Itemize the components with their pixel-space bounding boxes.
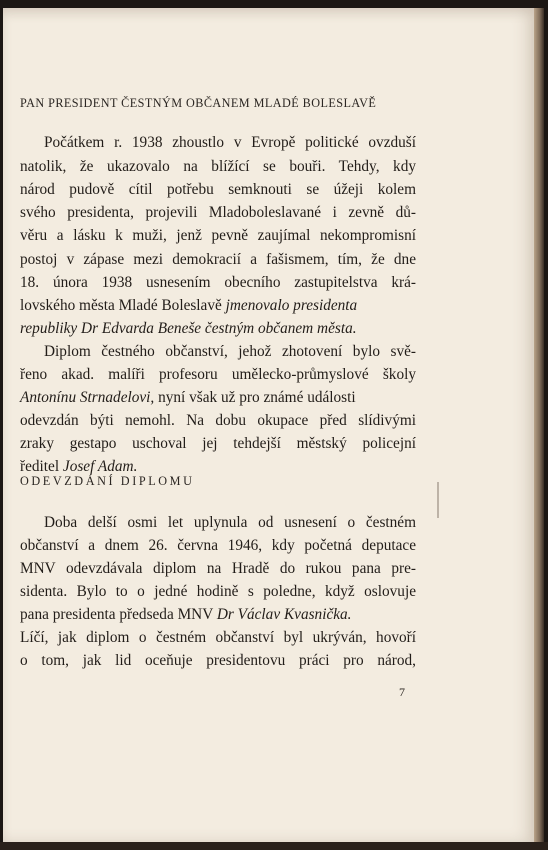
text-line: natolik, že ukazovalo na blížící se bouři. Tehdy, kdy	[20, 158, 416, 175]
text-line: republiky Dr Edvarda Beneše čestným občanem města.	[20, 320, 357, 337]
text-line: 18. února 1938 usnesením obecního zastupitelstva krá-	[20, 274, 416, 291]
page-number: 7	[399, 685, 405, 699]
chapter-heading: PAN PRESIDENT ČESTNÝM OBČANEM MLADÉ BOLESLAVĚ	[20, 96, 377, 110]
page-edge	[534, 8, 544, 842]
text-line: občanství a dnem 26. června 1946, kdy početná deputace	[20, 537, 416, 554]
text-line: Líčí, jak diplom o čestném občanství byl ukrýván, hovoří	[20, 629, 416, 646]
text-line: sidenta. Bylo to o jedné hodině s poledne, když oslovuje	[20, 583, 416, 600]
text-line: lovského města Mladé Boleslavě jmenovalo presidenta	[20, 297, 358, 314]
page-bottom-edge	[0, 842, 548, 850]
text-line: postoj v zápase mezi demokracií a fašismem, tím, že dne	[20, 251, 416, 268]
text-line: národ pudově cítil potřebu semknouti se úžeji kolem	[20, 181, 416, 198]
text-line: Doba delší osmi let uplynula od usnesení o čestném	[44, 514, 416, 531]
text-line: odevzdán býti nemohl. Na dobu okupace před slídivými	[20, 412, 416, 429]
text-line: svého presidenta, projevili Mladoboleslavané i zevně dů-	[20, 204, 416, 221]
text-line: Počátkem r. 1938 zhoustlo v Evropě politické ovzduší	[44, 134, 416, 151]
text-line: zraky gestapo uschoval jej tehdejší městský policejní	[20, 435, 416, 452]
page-mark	[437, 482, 439, 518]
text-line: pana presidenta předseda MNV Dr Václav Kvasnička.	[20, 606, 352, 623]
text-line: MNV odevzdávala diplom na Hradě do rukou pana pre-	[20, 560, 416, 577]
section-heading: ODEVZDÁNÍ DIPLOMU	[20, 474, 195, 488]
text-line: Antonínu Strnadelovi, nyní však už pro známé události	[20, 389, 356, 406]
text-line: Diplom čestného občanství, jehož zhotovení bylo svě-	[44, 343, 416, 360]
text-line: ředitel Josef Adam.	[20, 458, 138, 475]
text-line: řeno akad. malíři profesoru umělecko-průmyslové školy	[20, 366, 416, 383]
text-line: o tom, jak lid oceňuje presidentovu práci pro národ,	[20, 652, 416, 669]
text-line: věru a lásku k muži, jenž pevně zaujímal nekompromisní	[20, 227, 416, 244]
